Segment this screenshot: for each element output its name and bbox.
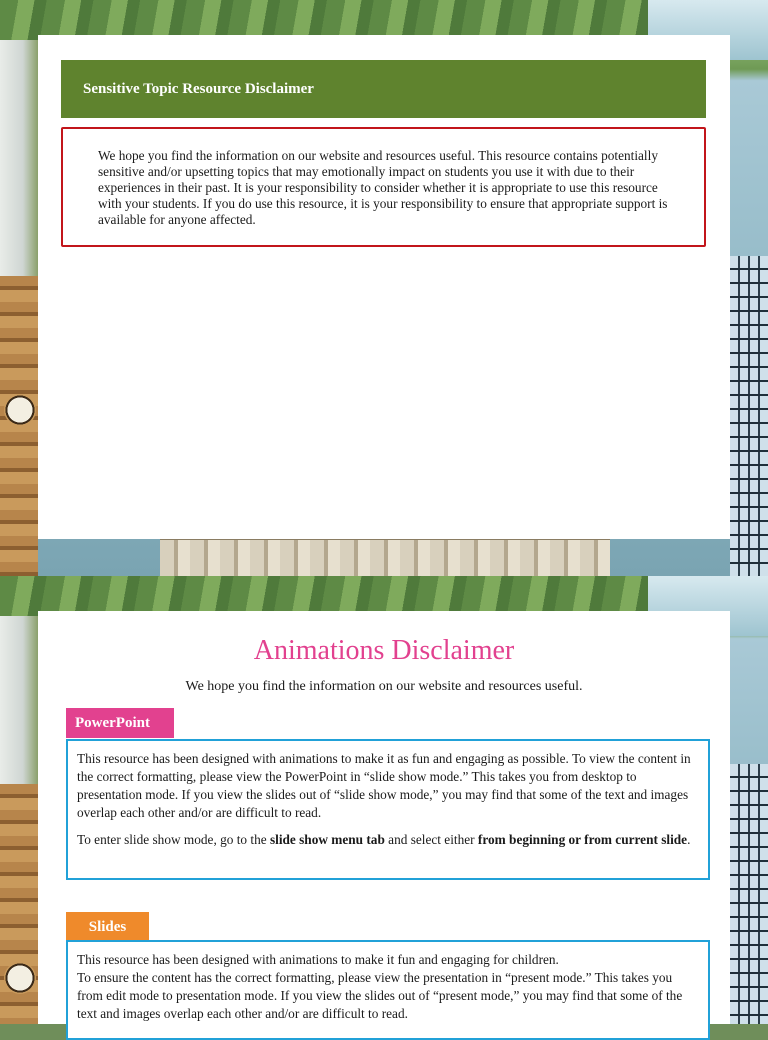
clock-tower-decoration: [0, 276, 38, 576]
topic-banner: [61, 60, 706, 118]
slide-title: Animations Disclaimer: [253, 635, 515, 666]
slides-tab: Slides: [66, 912, 149, 942]
instruction-text: .: [687, 832, 691, 847]
option-emphasis: from beginning or from current slide: [477, 832, 688, 847]
palace-decoration: [160, 537, 610, 576]
clock-face-icon: [4, 394, 36, 426]
clock-face-icon: [4, 962, 36, 994]
building-decoration: [730, 764, 768, 1024]
slides-line-2: To ensure the content has the correct formatting, please view the presentation in “present mode.” This takes you from edit mode to presentation mode. If you view the slides out of “present mode,” you may find that some of the text and images overlap each other and/or are difficult to read.: [77, 970, 683, 1021]
instruction-text: and select either: [384, 832, 478, 847]
slides-info-box: [66, 940, 710, 1040]
powerpoint-paragraph: This resource has been designed with animations to make it as fun and engaging as possible. To view the content in the correct formatting, please view the PowerPoint in “slide show mode.” This takes you from desktop to presentation mode. If you view the slides out of “slide show mode,” you may find that some of the text and images overlap each other and/or are difficult to read.: [77, 751, 691, 820]
slides-line-1: This resource has been designed with animations to make it fun and engaging for children.: [77, 952, 559, 967]
building-decoration: [730, 256, 768, 576]
disclaimer-text: We hope you find the information on our website and resources useful. This resource contains potentially sensitive and/or upsetting topics that may emotionally impact on students you use it with due to their experiences in their past. It is your responsibility to consider whether it is appropriate to use this resource with your students. If you do use this resource, it is your responsibility to ensure that appropriate support is available for anyone affected.: [98, 148, 668, 227]
animations-slide: [38, 611, 730, 1024]
intro-text: We hope you find the information on our website and resources useful.: [185, 679, 583, 694]
sensitive-topic-slide: [38, 35, 730, 539]
disclaimer-box: [61, 127, 706, 247]
banner-title: Sensitive Topic Resource Disclaimer: [83, 80, 314, 97]
powerpoint-info-box: [66, 739, 710, 880]
menu-tab-emphasis: slide show menu tab: [269, 832, 385, 847]
powerpoint-tab: PowerPoint: [66, 708, 174, 738]
powerpoint-instructions: [77, 831, 698, 849]
instruction-text: To enter slide show mode, go to the: [77, 832, 270, 847]
